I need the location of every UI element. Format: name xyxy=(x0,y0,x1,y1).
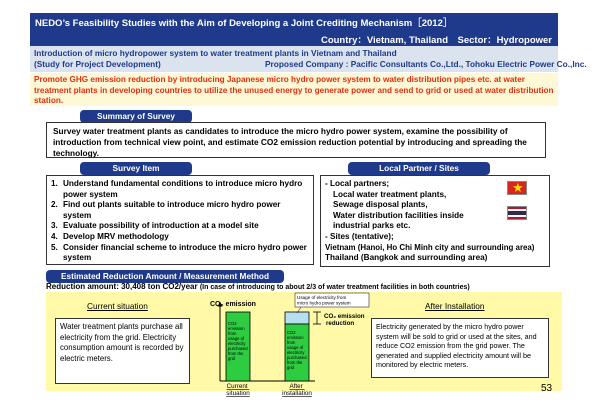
reduction-note: (In case of introducing to about 2/3 of water treatment facilities in both countries) xyxy=(199,284,470,291)
reduction-amount-line xyxy=(46,282,470,291)
after-installation-title: After Installation xyxy=(425,301,485,311)
site-line: Thailand (Bangkok and surrounding area) xyxy=(325,253,488,263)
current-situation-box: Water treatment plants purchase all electricity from the grid. Electricity consumption amount is recorded by electric meters. xyxy=(55,318,190,384)
after-installation-box: Electricity generated by the micro hydro power system will be sold to grid or used at the sites, and reduce CO2 emission from the grid power. The generated and supplied electricity amount will be monitored by electric meters. xyxy=(371,318,549,378)
study-subheader xyxy=(30,46,587,72)
reduction-callout-text: CO₂ emission reduction xyxy=(324,313,365,327)
header-country-sector: Country：Vietnam, Thailand Sector：Hydropower xyxy=(320,35,552,46)
list-item: 5. Consider financial scheme to introduce the micro hydro power system xyxy=(51,242,307,263)
list-item: 4. Develop MRV methodology xyxy=(51,231,169,241)
callout-top-text: Usage of electricity from micro hydro power system xyxy=(297,295,351,306)
study-title: Introduction of micro hydropower system to water treatment plants in Vietnam and Thailand xyxy=(34,48,397,58)
list-item: 1. Understand fundamental conditions to introduce micro hydro power system xyxy=(51,179,303,199)
partner-line: industrial parks etc. xyxy=(333,221,411,231)
header-title: NEDO’s Feasibility Studies with the Aim of Developing a Joint Crediting Mechanism［2012］ xyxy=(35,18,453,29)
x-label-current: Current situation xyxy=(226,383,250,397)
survey-items-list xyxy=(47,176,313,267)
thailand-flag-icon xyxy=(507,206,527,220)
y-axis-label: CO₂ emission xyxy=(210,301,256,308)
summary-text: Survey water treatment plants as candidates to introduce the micro hydro power system, examine the possibility of introduction from technical view point, and estimate CO2 emission reduction potential by introducing and spreading the technology. xyxy=(53,126,527,158)
promotion-text: Promote GHG emission reduction by introducing Japanese micro hydro power system to water distribution pipes etc. at water treatment plants in developing countries to utilize the unused energy to generate power and send to grid or used at water distribution station. xyxy=(30,73,558,106)
header-banner xyxy=(30,13,558,46)
partner-line: Water distribution facilities inside xyxy=(333,210,464,220)
site-line: Vietnam (Hanoi, Ho Chi Minh city and surrounding area) xyxy=(325,242,535,252)
partner-line: Local water treatment plants, xyxy=(333,189,447,199)
sites-label: - Sites (tentative); xyxy=(325,231,394,241)
list-item: 2. Find out plants suitable to introduce micro hydro power system xyxy=(51,200,281,220)
star-icon: ★ xyxy=(512,180,524,195)
summary-heading: Summary of Survey xyxy=(80,110,192,123)
vietnam-flag-icon xyxy=(507,181,527,195)
partner-line: Sewage disposal plants, xyxy=(333,200,428,210)
current-bar-label: CO2 emission from usage of electricity purchased from the grid xyxy=(228,321,248,361)
after-reduction-segment xyxy=(285,312,309,324)
partners-heading: Local Partner / Sites xyxy=(348,162,490,175)
survey-item-heading: Survey Item xyxy=(80,162,192,175)
page-number: 53 xyxy=(541,383,553,394)
local-partners-label: - Local partners; xyxy=(325,179,390,188)
current-situation-title: Current situation xyxy=(87,301,148,311)
survey-items-box xyxy=(46,175,314,265)
after-bar-label: CO2 emission from usage of electricity purchased from the grid xyxy=(287,330,307,370)
study-type: (Study for Project Development) xyxy=(34,59,161,69)
partners-box xyxy=(320,175,550,267)
estimated-heading: Estimated Reduction Amount / Measurement Method xyxy=(46,270,284,283)
summary-box xyxy=(46,122,546,158)
reduction-amount: Reduction amount: 30,408 ton CO2/year xyxy=(46,282,198,291)
co2-emission-diagram xyxy=(200,292,370,400)
proposed-company: Proposed Company : Pacific Consultants Co.,Ltd., Tohoku Electric Power Co.,Inc. xyxy=(265,59,587,69)
x-label-after: After installation xyxy=(282,383,312,397)
list-item: 3. Evaluate possibility of introduction at a model site xyxy=(51,221,259,231)
